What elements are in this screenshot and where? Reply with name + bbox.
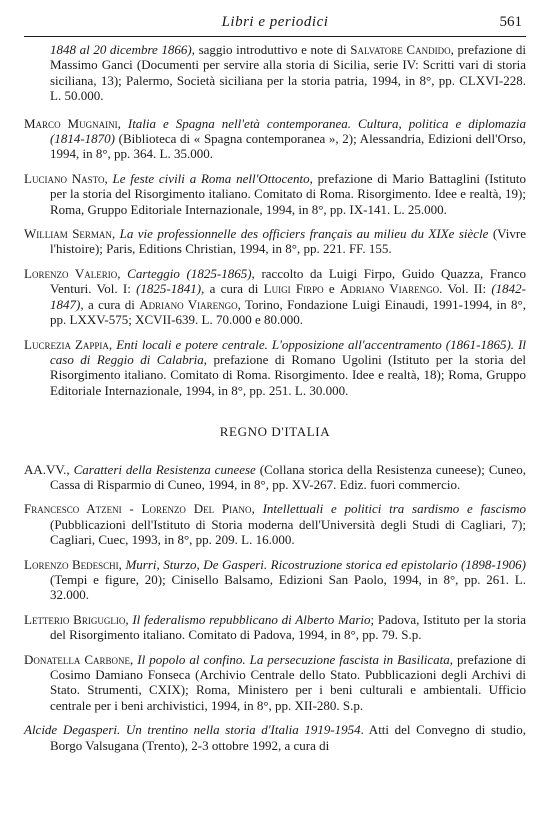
bibliography-entry xyxy=(24,462,526,493)
entry-title: Intellettuali e politici tra sardismo e fascismo xyxy=(262,501,527,517)
entry-author: Adriano Viarengo xyxy=(339,281,440,297)
bibliography-entry xyxy=(24,722,526,753)
entry-title: Italia e Spagna nell'età contemporanea. Cultura, politica e diplomazia (1814-1870) xyxy=(50,115,526,147)
entry-text: , xyxy=(117,115,128,131)
entry-author: Lucrezia Zappia xyxy=(24,336,109,352)
bibliography-entry xyxy=(24,652,526,714)
bibliography-entry xyxy=(24,337,526,399)
entry-text: (Pubblicazioni dell'Istituto di Storia moderna dell'Università degli Studi di Cagliari, 7); Cagliari, Cuec, 1993, in 8°, pp. 209. L. 16.000. xyxy=(50,516,526,548)
bibliography-entry xyxy=(24,557,526,603)
entry-text: , xyxy=(118,556,126,572)
entry-text: , a cura di xyxy=(80,296,140,312)
entry-text: , Torino, Fondazione Luigi Einaudi, 1991-1994, in 8°, pp. LXXV-575; XCVII-639. L. 70.000 e 80.000. xyxy=(50,296,526,328)
entry-title: Alcide Degasperi. Un trentino nella storia d'Italia 1919-1954 xyxy=(24,722,361,738)
bibliography-entry xyxy=(24,116,526,162)
entry-author: Francesco Atzeni - Lorenzo Del Piano xyxy=(24,501,252,517)
entry-author: Luciano Nasto xyxy=(24,170,105,186)
entry-text: (Vivre l'histoire); Paris, Editions Christian, 1994, in 8°, pp. 221. FF. 155. xyxy=(50,226,527,257)
entry-title: Il popolo al confino. La persecuzione fascista in Basilicata xyxy=(137,651,450,667)
entry-text: , xyxy=(111,226,120,242)
entry-text: ; Padova, Istituto per la storia del Risorgimento italiano. Comitato di Padova, 1994, in 8°, pp. 79. S.p. xyxy=(50,611,526,643)
entry-author: Lorenzo Bedeschi xyxy=(24,556,119,572)
entry-text: , xyxy=(117,265,128,281)
entry-title: (1842-1847) xyxy=(50,281,526,312)
entry-text: . Vol. II: xyxy=(439,281,492,297)
running-header xyxy=(24,14,526,36)
page-number: 561 xyxy=(499,14,522,30)
entry-author: Luigi Firpo xyxy=(263,281,324,297)
entry-text: , raccolto da Luigi Firpo, Guido Quazza, Franco Venturi. Vol. I: xyxy=(50,265,526,297)
entry-title: Caratteri della Resistenza cuneese xyxy=(73,461,256,477)
entry-text: . Atti del Convegno di studio, Borgo Valsugana (Trento), 2-3 ottobre 1992, a cura di xyxy=(50,722,526,753)
entry-text: , xyxy=(104,170,113,186)
entry-author: Lorenzo Valerio xyxy=(24,265,118,281)
entry-author: AA.VV. xyxy=(24,461,67,477)
entry-author: William Serman xyxy=(24,226,112,242)
bibliography-entry xyxy=(24,42,526,104)
entry-author: Donatella Carbone xyxy=(24,651,131,667)
entry-author: Letterio Briguglio xyxy=(24,611,126,627)
running-title: Libri e periodici xyxy=(221,14,329,30)
entry-author: Salvatore Candido xyxy=(350,42,451,57)
entry-author: Marco Mugnaini xyxy=(24,115,118,131)
bibliography-entry xyxy=(24,171,526,217)
entry-text: e xyxy=(323,281,340,297)
entry-text: , saggio introduttivo e note di xyxy=(191,42,351,57)
entry-title: (1825-1841) xyxy=(136,281,202,297)
bibliography-entry xyxy=(24,501,526,547)
entry-title: Il federalismo repubblicano di Alberto Mario xyxy=(132,611,371,627)
entry-text: , xyxy=(66,461,74,477)
bibliography-entry xyxy=(24,266,526,328)
entry-text: , prefazione di Romano Ugolini (Istituto per la storia del Risorgimento italiano. Comitato di Roma. Risorgimento. Idee e realtà, 18); Roma, Gruppo Editoriale Internazionale, 1994, in 8°, pp. 251. L. 30.000. xyxy=(50,351,526,398)
entry-text: (Biblioteca di « Spagna contemporanea », 2); Alessandria, Edizioni dell'Orso, 1994, in 8°, pp. 364. L. 35.000. xyxy=(50,131,526,162)
entry-text: (Tempi e figure, 20); Cinisello Balsamo, Edizioni San Paolo, 1994, in 8°, pp. 261. L. 32.000. xyxy=(50,571,526,603)
section-heading: REGNO D'ITALIA xyxy=(219,424,331,440)
bibliography-entry xyxy=(24,612,526,643)
entry-title: Murri, Sturzo, De Gasperi. Ricostruzione storica ed epistolario (1898-1906) xyxy=(125,556,527,572)
entry-text: , prefazione di Massimo Ganci (Documenti per servire alla storia di Sicilia, serie IV: Scritti vari di storia siciliana, 13); Palermo, Società siciliana per la storia patria, 1994, in 8°, pp. CLXVI-228. L. 50.000. xyxy=(50,42,527,104)
page-body xyxy=(24,42,526,762)
entry-text: , xyxy=(108,336,117,352)
entry-list-bottom xyxy=(24,462,526,754)
entry-text: , prefazione di Mario Battaglini (Istituto per la storia del Risorgimento italiano. Comitato di Roma. Risorgimento. Idee e realtà, 19); Roma, Gruppo Editoriale Internazionale, 1994, in 8°, pp. IX-141. L. 25.000. xyxy=(50,170,527,217)
header-rule xyxy=(24,36,526,37)
entry-text: (Collana storica della Resistenza cuneese); Cuneo, Cassa di Risparmio di Cuneo, 1994, in 8°, pp. XV-267. Ediz. fuori commercio. xyxy=(50,461,527,492)
entry-list-top xyxy=(24,42,526,398)
entry-text: , xyxy=(130,651,138,667)
bibliography-entry xyxy=(24,226,526,257)
entry-title: Le feste civili a Roma nell'Ottocento xyxy=(112,170,310,186)
entry-title: 1848 al 20 dicembre 1866) xyxy=(50,42,192,57)
entry-title: Enti locali e potere centrale. L'opposizione all'accentramento (1861-1865). Il caso di Reggio di Calabria xyxy=(50,336,527,367)
entry-author: Adriano Viarengo xyxy=(139,296,238,312)
entry-text: , xyxy=(125,611,133,627)
entry-text: , prefazione di Cosimo Damiano Fonseca (Archivio Centrale dello Stato. Pubblicazioni degli Archivi di Stato. Strumenti, CXIX); Roma, Ministero per i beni culturali e ambientali. Ufficio centrale per i beni archivistici, 1994, in 8°, pp. XII-280. S.p. xyxy=(50,651,526,713)
entry-title: Carteggio (1825-1865) xyxy=(127,265,252,281)
entry-title: La vie professionnelle des officiers français au milieu du XIXe siècle xyxy=(119,226,489,242)
entry-text: , xyxy=(251,501,263,517)
entry-text: , a cura di xyxy=(201,281,264,297)
